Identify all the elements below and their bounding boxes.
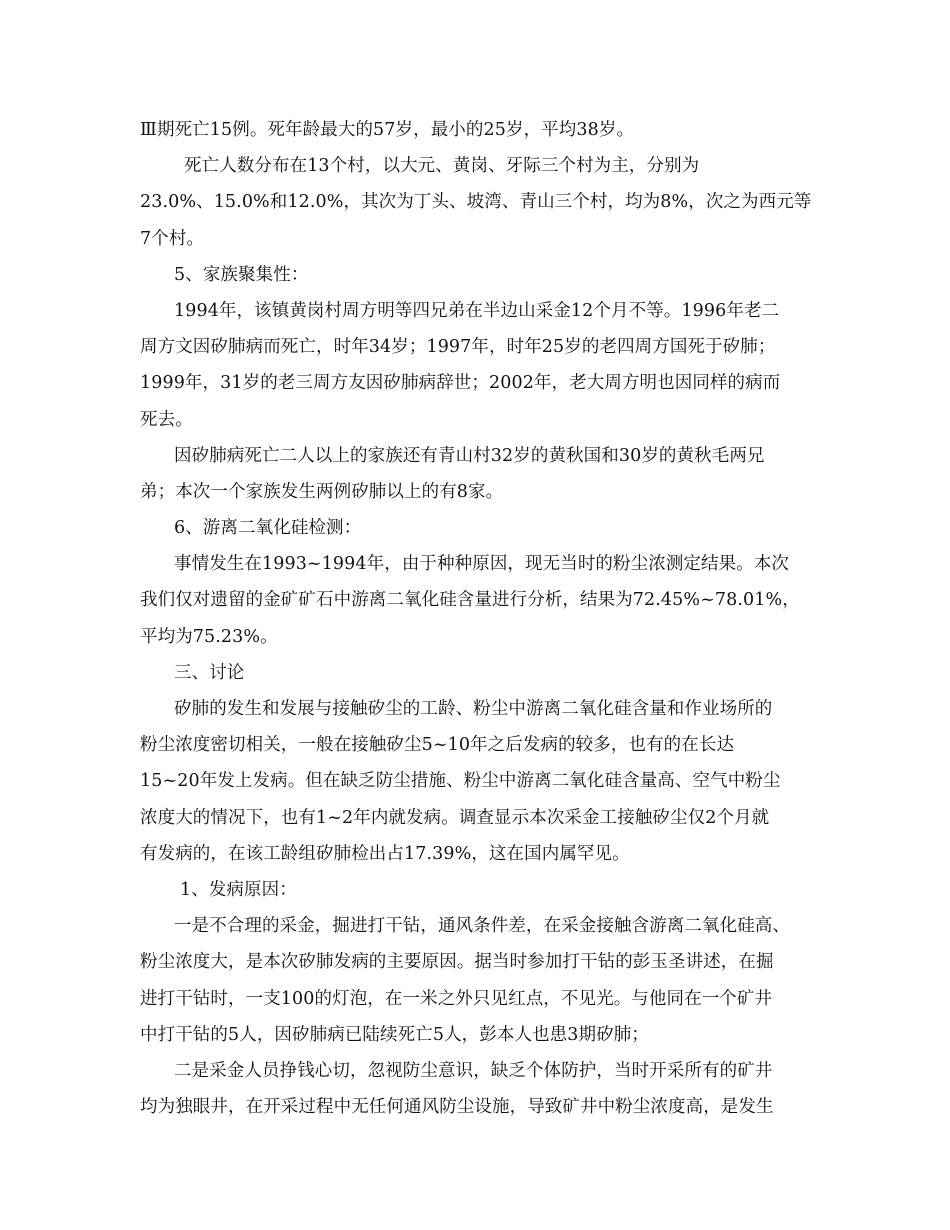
paragraph-line: 二是采金人员挣钱心切，忽视防尘意识，缺乏个体防护，当时开采所有的矿井 (174, 1060, 773, 1081)
document-body (140, 112, 830, 1125)
text-line: 有发病的，在该工龄组矽肺检出占17.39%，这在国内属罕见。 (140, 843, 630, 864)
text-line: 7个村。 (140, 228, 205, 249)
text-line: 浓度大的情况下，也有1~2年内就发病。调查显示本次采金工接触矽尘仅2个月就 (140, 807, 770, 828)
text-line: 进打干钻时，一支100的灯泡，在一米之外只见红点，不见光。与他同在一个矿井 (140, 988, 773, 1009)
text-line: 弟；本次一个家族发生两例矽肺以上的有8家。 (140, 481, 504, 502)
paragraph-line: 一是不合理的采金，掘进打干钻，通风条件差，在采金接触含游离二氧化硅高、 (174, 916, 790, 937)
text-line: 死去。 (140, 409, 193, 430)
section-heading: 6、游离二氧化硅检测： (174, 518, 362, 539)
text-line: 1999年，31岁的老三周方友因矽肺病辞世；2002年，老大周方明也因同样的病而 (140, 373, 781, 394)
section-heading: 三、讨论 (174, 662, 245, 683)
text-line: 23.0%、15.0%和12.0%，其次为丁头、坡湾、青山三个村，均为8%，次之为西元等 (140, 192, 812, 213)
text-line: 15~20年发上发病。但在缺乏防尘措施、粉尘中游离二氧化硅含量高、空气中粉尘 (140, 771, 781, 792)
text-line: 我们仅对遗留的金矿矿石中游离二氧化硅含量进行分析，结果为72.45%~78.01%， (140, 590, 800, 611)
paragraph-line: 事情发生在1993~1994年，由于种种原因，现无当时的粉尘浓测定结果。本次 (174, 554, 790, 575)
paragraph-line: 因矽肺病死亡二人以上的家族还有青山村32岁的黄秋国和30岁的黄秋毛两兄 (174, 445, 765, 466)
text-line: 粉尘浓度大，是本次矽肺发病的主要原因。据当时参加打干钻的彭玉圣讲述，在掘 (140, 952, 774, 973)
text-line: Ⅲ期死亡15例。死年龄最大的57岁，最小的25岁，平均38岁。 (140, 120, 635, 140)
text-line: 均为独眼井，在开采过程中无任何通风防尘设施，导致矿井中粉尘浓度高，是发生 (140, 1097, 774, 1118)
section-heading: 5、家族聚集性： (174, 264, 309, 285)
text-line: 平均为75.23%。 (140, 626, 278, 647)
text-line: 中打干钻的5人，因矽肺病已陆续死亡5人，彭本人也患3期矽肺； (140, 1024, 649, 1045)
paragraph-line: 1994年，该镇黄岗村周方明等四兄弟在半边山采金12个月不等。1996年老二 (174, 300, 780, 321)
text-line: 周方文因矽肺病而死亡，时年34岁；1997年，时年25岁的老四周方国死于矽肺； (140, 337, 776, 358)
section-heading: 1、发病原因： (180, 879, 297, 900)
text-line: 粉尘浓度密切相关，一般在接触矽尘5~10年之后发病的较多，也有的在长达 (140, 735, 735, 756)
paragraph-line: 矽肺的发生和发展与接触矽尘的工龄、粉尘中游离二氧化硅含量和作业场所的 (174, 699, 773, 719)
paragraph-line: 死亡人数分布在13个村，以大元、黄岗、牙际三个村为主，分别为 (184, 156, 700, 177)
